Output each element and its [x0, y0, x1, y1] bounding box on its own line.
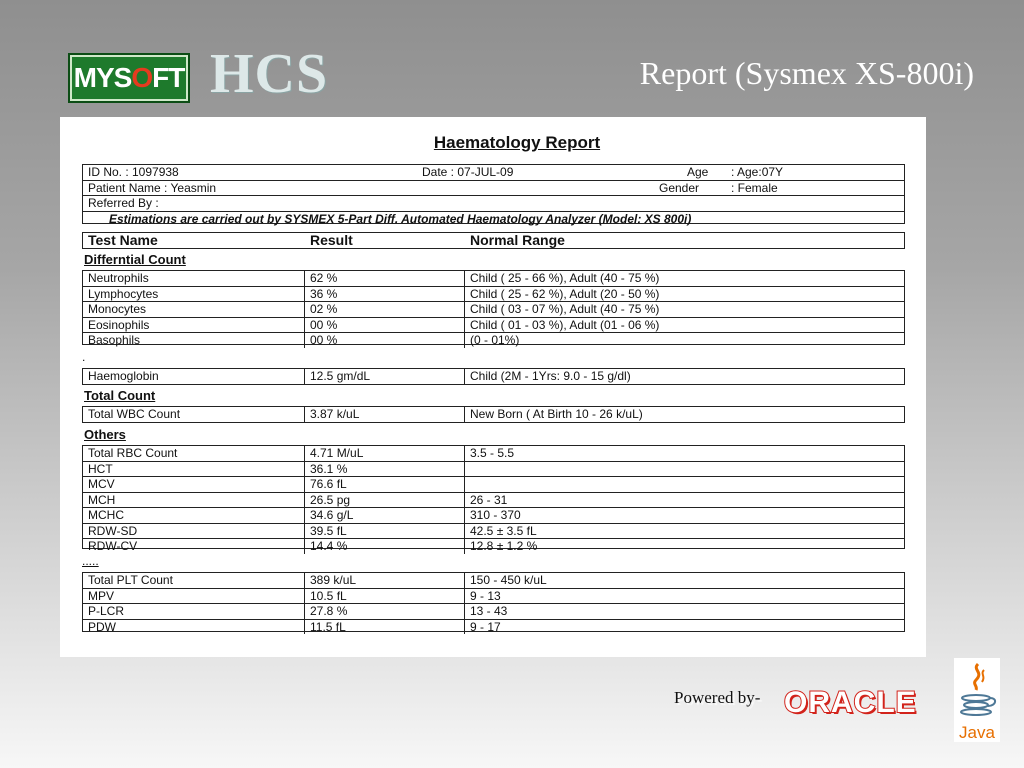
gender-value: : Female — [731, 180, 778, 195]
section-differential: Differntial Count — [84, 252, 186, 267]
normal-range-cell: Child ( 03 - 07 %), Adult (40 - 75 %) — [470, 302, 660, 316]
normal-range-cell: 3.5 - 5.5 — [470, 446, 515, 460]
result-cell: 4.71 M/uL — [305, 446, 465, 461]
normal-range-cell — [465, 477, 904, 492]
plt-table — [82, 572, 905, 632]
table-row — [83, 589, 904, 605]
haemoglobin-table — [82, 368, 905, 385]
patient-id: ID No. : 1097938 — [88, 165, 179, 179]
result-cell: 34.6 g/L — [305, 508, 465, 523]
separator-dots: ..... — [82, 554, 99, 568]
section-others: Others — [84, 427, 126, 442]
col-result: Result — [310, 232, 353, 248]
test-name-cell: Neutrophils — [83, 271, 305, 286]
table-row — [83, 407, 904, 422]
mysoft-logo-text: MYSOFT — [73, 62, 185, 93]
haemoglobin-rows — [83, 369, 904, 384]
column-header-row — [83, 233, 904, 248]
result-cell: 14.4 % — [305, 539, 465, 554]
normal-range-cell: Child (2M - 1Yrs: 9.0 - 15 g/dl) — [470, 369, 631, 383]
age-value: : Age:07Y — [731, 165, 784, 179]
test-name-cell: MCV — [83, 477, 305, 492]
normal-range-cell: 13 - 43 — [470, 604, 508, 618]
slide-title: Report (Sysmex XS-800i) — [639, 55, 974, 91]
gender-label: Gender — [659, 180, 700, 195]
app-name: HCS — [210, 43, 329, 105]
wbc-table — [82, 406, 905, 423]
test-name-cell: Haemoglobin — [83, 369, 305, 384]
test-name-cell: MCHC — [83, 508, 305, 523]
normal-range-cell: 9 - 13 — [470, 588, 501, 603]
report-date: Date : 07-JUL-09 — [422, 165, 514, 179]
mysoft-logo — [68, 53, 190, 103]
normal-range-cell: Child ( 25 - 66 %), Adult (40 - 75 %) — [470, 271, 660, 285]
column-header — [82, 232, 905, 249]
normal-range-cell: 310 - 370 — [470, 508, 521, 522]
differential-rows — [83, 271, 904, 348]
test-name-cell: PDW — [83, 620, 305, 635]
patient-info-box — [82, 164, 905, 224]
result-cell: 00 % — [305, 333, 465, 348]
table-row — [83, 620, 904, 635]
oracle-logo: ORACLE — [784, 686, 917, 719]
result-cell: 02 % — [305, 302, 465, 317]
test-name-cell: MPV — [83, 589, 305, 604]
rbc-table — [82, 445, 905, 553]
normal-range-cell: (0 - 01%) — [470, 333, 520, 347]
estimation-note: Estimations are carried out by SYSMEX 5-Part Diff. Automated Haematology Analyzer (Model: XS 800i) — [109, 211, 692, 226]
test-name-cell: Monocytes — [83, 302, 305, 317]
result-cell: 3.87 k/uL — [305, 407, 465, 422]
report-page — [60, 117, 926, 657]
table-row — [83, 539, 904, 554]
test-name-cell: Eosinophils — [83, 318, 305, 333]
test-name-cell: RDW-SD — [83, 524, 305, 539]
result-cell: 36 % — [305, 287, 465, 302]
normal-range-cell — [465, 462, 904, 477]
rbc-rows — [83, 446, 904, 554]
result-cell: 00 % — [305, 318, 465, 333]
test-name-cell: Total PLT Count — [83, 573, 305, 588]
normal-range-cell: Child ( 25 - 62 %), Adult (20 - 50 %) — [470, 286, 660, 301]
normal-range-cell: New Born ( At Birth 10 - 26 k/uL) — [470, 407, 643, 421]
table-row — [83, 462, 904, 478]
table-row — [83, 333, 904, 348]
test-name-cell: MCH — [83, 493, 305, 508]
normal-range-cell: 9 - 17 — [470, 619, 501, 634]
plt-rows — [83, 573, 904, 634]
col-test-name: Test Name — [88, 232, 158, 248]
separator-dot: . — [82, 350, 86, 364]
patient-name: Patient Name : Yeasmin — [88, 180, 217, 195]
info-row-id — [83, 165, 904, 181]
result-cell: 389 k/uL — [305, 573, 465, 588]
test-name-cell: Total RBC Count — [83, 446, 305, 461]
referred-by: Referred By : — [88, 196, 159, 210]
java-cup-icon — [954, 658, 1000, 742]
info-row-referred — [83, 196, 904, 212]
result-cell: 11.5 fL — [305, 620, 465, 635]
col-normal-range: Normal Range — [470, 232, 565, 248]
normal-range-cell: 150 - 450 k/uL — [470, 573, 547, 587]
normal-range-cell: 12.8 ± 1.2 % — [470, 539, 538, 553]
table-row — [83, 508, 904, 524]
result-cell: 10.5 fL — [305, 589, 465, 604]
table-row — [83, 493, 904, 509]
test-name-cell: RDW-CV — [83, 539, 305, 554]
table-row — [83, 287, 904, 303]
table-row — [83, 573, 904, 589]
normal-range-cell: Child ( 01 - 03 %), Adult (01 - 06 %) — [470, 317, 660, 332]
wbc-rows — [83, 407, 904, 422]
info-row-patient — [83, 181, 904, 197]
table-row — [83, 604, 904, 620]
test-name-cell: Total WBC Count — [83, 407, 305, 422]
table-row — [83, 477, 904, 493]
result-cell: 26.5 pg — [305, 493, 465, 508]
differential-table — [82, 270, 905, 345]
normal-range-cell: 26 - 31 — [470, 492, 508, 507]
test-name-cell: Basophils — [83, 333, 305, 348]
powered-by-text: Powered by- — [674, 688, 761, 707]
age-label: Age — [687, 165, 709, 179]
result-cell: 76.6 fL — [305, 477, 465, 492]
result-cell: 36.1 % — [305, 462, 465, 477]
table-row — [83, 446, 904, 462]
test-name-cell: Lymphocytes — [83, 287, 305, 302]
java-logo-text: Java — [959, 723, 995, 742]
result-cell: 62 % — [305, 271, 465, 286]
normal-range-cell: 42.5 ± 3.5 fL — [470, 523, 537, 538]
table-row — [83, 369, 904, 384]
result-cell: 12.5 gm/dL — [305, 369, 465, 384]
table-row — [83, 524, 904, 540]
table-row — [83, 318, 904, 334]
report-title: Haematology Report — [433, 133, 601, 152]
result-cell: 27.8 % — [305, 604, 465, 619]
result-cell: 39.5 fL — [305, 524, 465, 539]
section-total-count: Total Count — [84, 388, 156, 403]
table-row — [83, 271, 904, 287]
info-row-estimation — [83, 212, 904, 227]
table-row — [83, 302, 904, 318]
java-logo — [954, 658, 1000, 742]
test-name-cell: HCT — [83, 462, 305, 477]
test-name-cell: P-LCR — [83, 604, 305, 619]
